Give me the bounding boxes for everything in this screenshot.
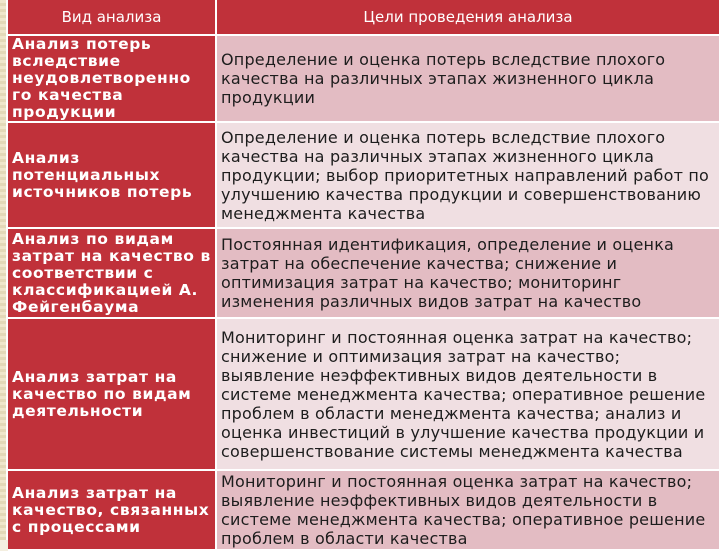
header-analysis-type: Вид анализа [8, 0, 216, 35]
analysis-type-cell: Анализ затрат на качество, связанных с процессами [8, 470, 216, 550]
table-row [8, 228, 720, 318]
table-row [8, 35, 720, 122]
table-row [8, 470, 720, 550]
table-row [8, 318, 720, 470]
analysis-table [8, 0, 720, 551]
analysis-goal-cell: Определение и оценка потерь вследствие плохого качества на различных этапах жизненного цикла продукции; выбор приоритетных направлений работ по улучшению качества продукции и совершенствованию менеджмента качества [216, 122, 720, 228]
analysis-type-cell: Анализ затрат на качество по видам деятельности [8, 318, 216, 470]
analysis-goal-cell: Определение и оценка потерь вследствие плохого качества на различных этапах жизненного цикла продукции [216, 35, 720, 122]
header-analysis-goals: Цели проведения анализа [216, 0, 720, 35]
table-row [8, 122, 720, 228]
analysis-type-cell: Анализ по видам затрат на качество в соответствии с классификацией А. Фейгенбаума [8, 228, 216, 318]
slide-frame [6, 0, 720, 548]
table-header-row [8, 0, 720, 35]
analysis-goal-cell: Мониторинг и постоянная оценка затрат на качество; снижение и оптимизация затрат на качество; выявление неэффективных видов деятельности в системе менеджмента качества; оперативное решение проблем в области менеджмента качества; анализ и оценка инвестиций в улучшение качества продукции и совершенствование системы менеджмента качества [216, 318, 720, 470]
analysis-goal-cell: Мониторинг и постоянная оценка затрат на качество; выявление неэффективных видов деятельности в системе менеджмента качества; оперативное решение проблем в области качества [216, 470, 720, 550]
analysis-type-cell: Анализ потерь вследствие неудовлетворенно го качества продукции [8, 35, 216, 122]
analysis-type-cell: Анализ потенциальных источников потерь [8, 122, 216, 228]
analysis-goal-cell: Постоянная идентификация, определение и оценка затрат на обеспечение качества; снижение и оптимизация затрат на качество; мониторинг изменения различных видов затрат на качество [216, 228, 720, 318]
